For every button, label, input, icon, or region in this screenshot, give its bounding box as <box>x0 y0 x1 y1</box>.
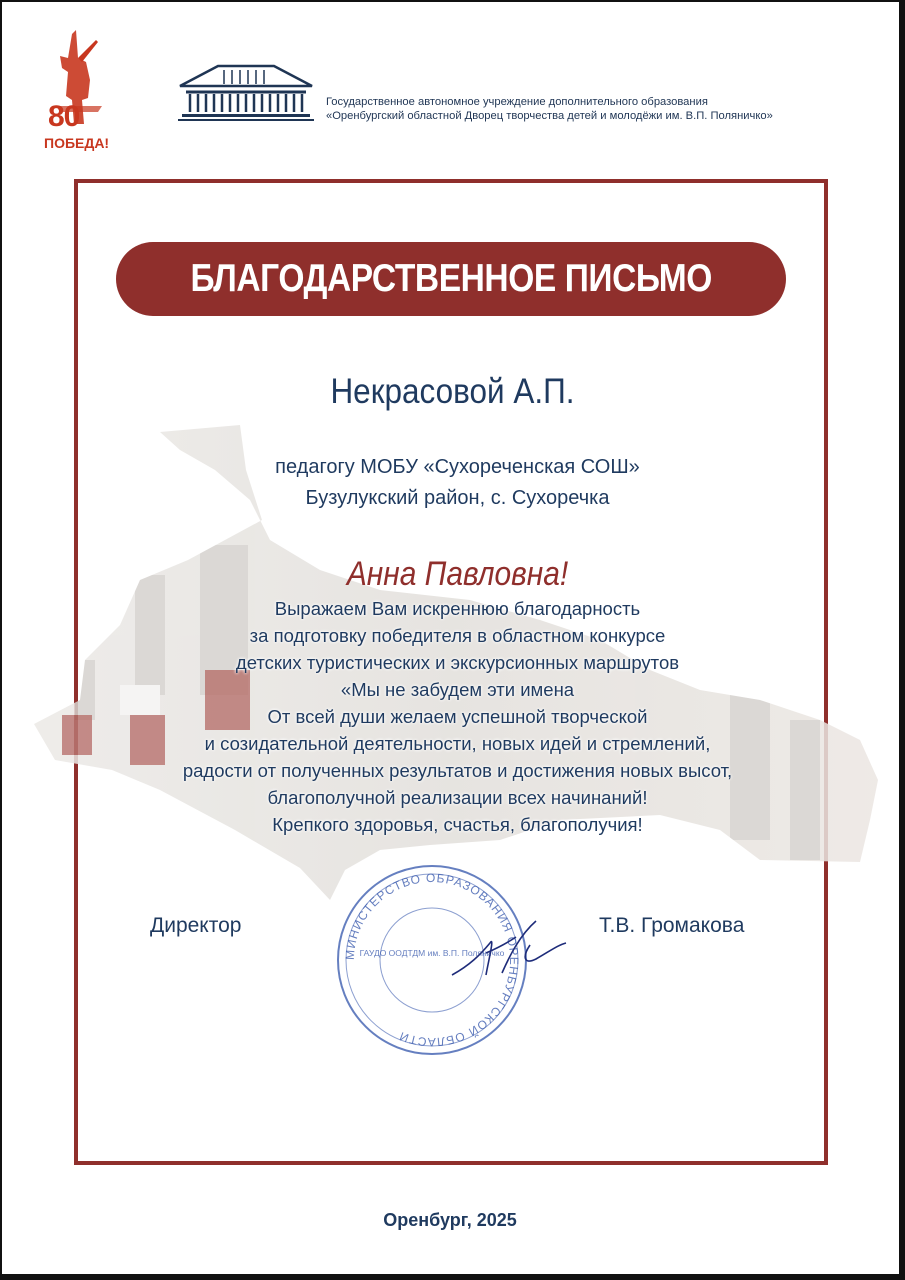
victory-logo-number: 80 <box>48 100 80 133</box>
body-line: благополучной реализации всех начинаний! <box>267 787 648 808</box>
stamp-center-text: ГАУДО ООДТДМ им. В.П. Поляничко <box>359 948 505 958</box>
body-line: От всей души желаем успешной творческой <box>267 706 648 727</box>
org-line-2: «Оренбургский областной Дворец творчества детей и молодёжи им. В.П. Поляничко» <box>326 110 773 122</box>
victory-logo-word: ПОБЕДА! <box>44 135 110 151</box>
title-banner <box>116 242 786 316</box>
handwritten-signature <box>440 915 570 985</box>
body-line: радости от полученных результатов и достижения новых высот, <box>182 760 733 781</box>
body-line: Крепкого здоровья, счастья, благополучия! <box>272 814 643 835</box>
body-line: Выражаем Вам искреннюю благодарность <box>274 598 641 619</box>
director-name: Т.В. Громакова <box>599 914 745 937</box>
body-line: за подготовку победителя в областном конкурсе <box>249 625 666 646</box>
director-label: Директор <box>150 914 242 937</box>
org-line-1: Государственное автономное учреждение дополнительного образования <box>326 96 708 108</box>
body-line: детских туристических и экскурсионных маршрутов <box>235 652 680 673</box>
city-year: Оренбург, 2025 <box>383 1210 517 1230</box>
recipient-position: педагогу МОБУ «Сухореченская СОШ» <box>275 456 640 478</box>
certificate-title: БЛАГОДАРСТВЕННОЕ ПИСЬМО <box>190 257 712 300</box>
addressee-greeting: Анна Павловна! <box>346 555 569 593</box>
body-line: «Мы не забудем эти имена <box>340 679 575 700</box>
stamp-ring-text: МИНИСТЕРСТВО ОБРАЗОВАНИЯ ОРЕНБУРГСКОЙ ОБЛАСТИ <box>342 870 522 1050</box>
recipient-name: Некрасовой А.П. <box>330 372 575 411</box>
recipient-location: Бузулукский район, с. Сухоречка <box>305 487 610 509</box>
body-line: и созидательной деятельности, новых идей и стремлений, <box>204 733 711 754</box>
